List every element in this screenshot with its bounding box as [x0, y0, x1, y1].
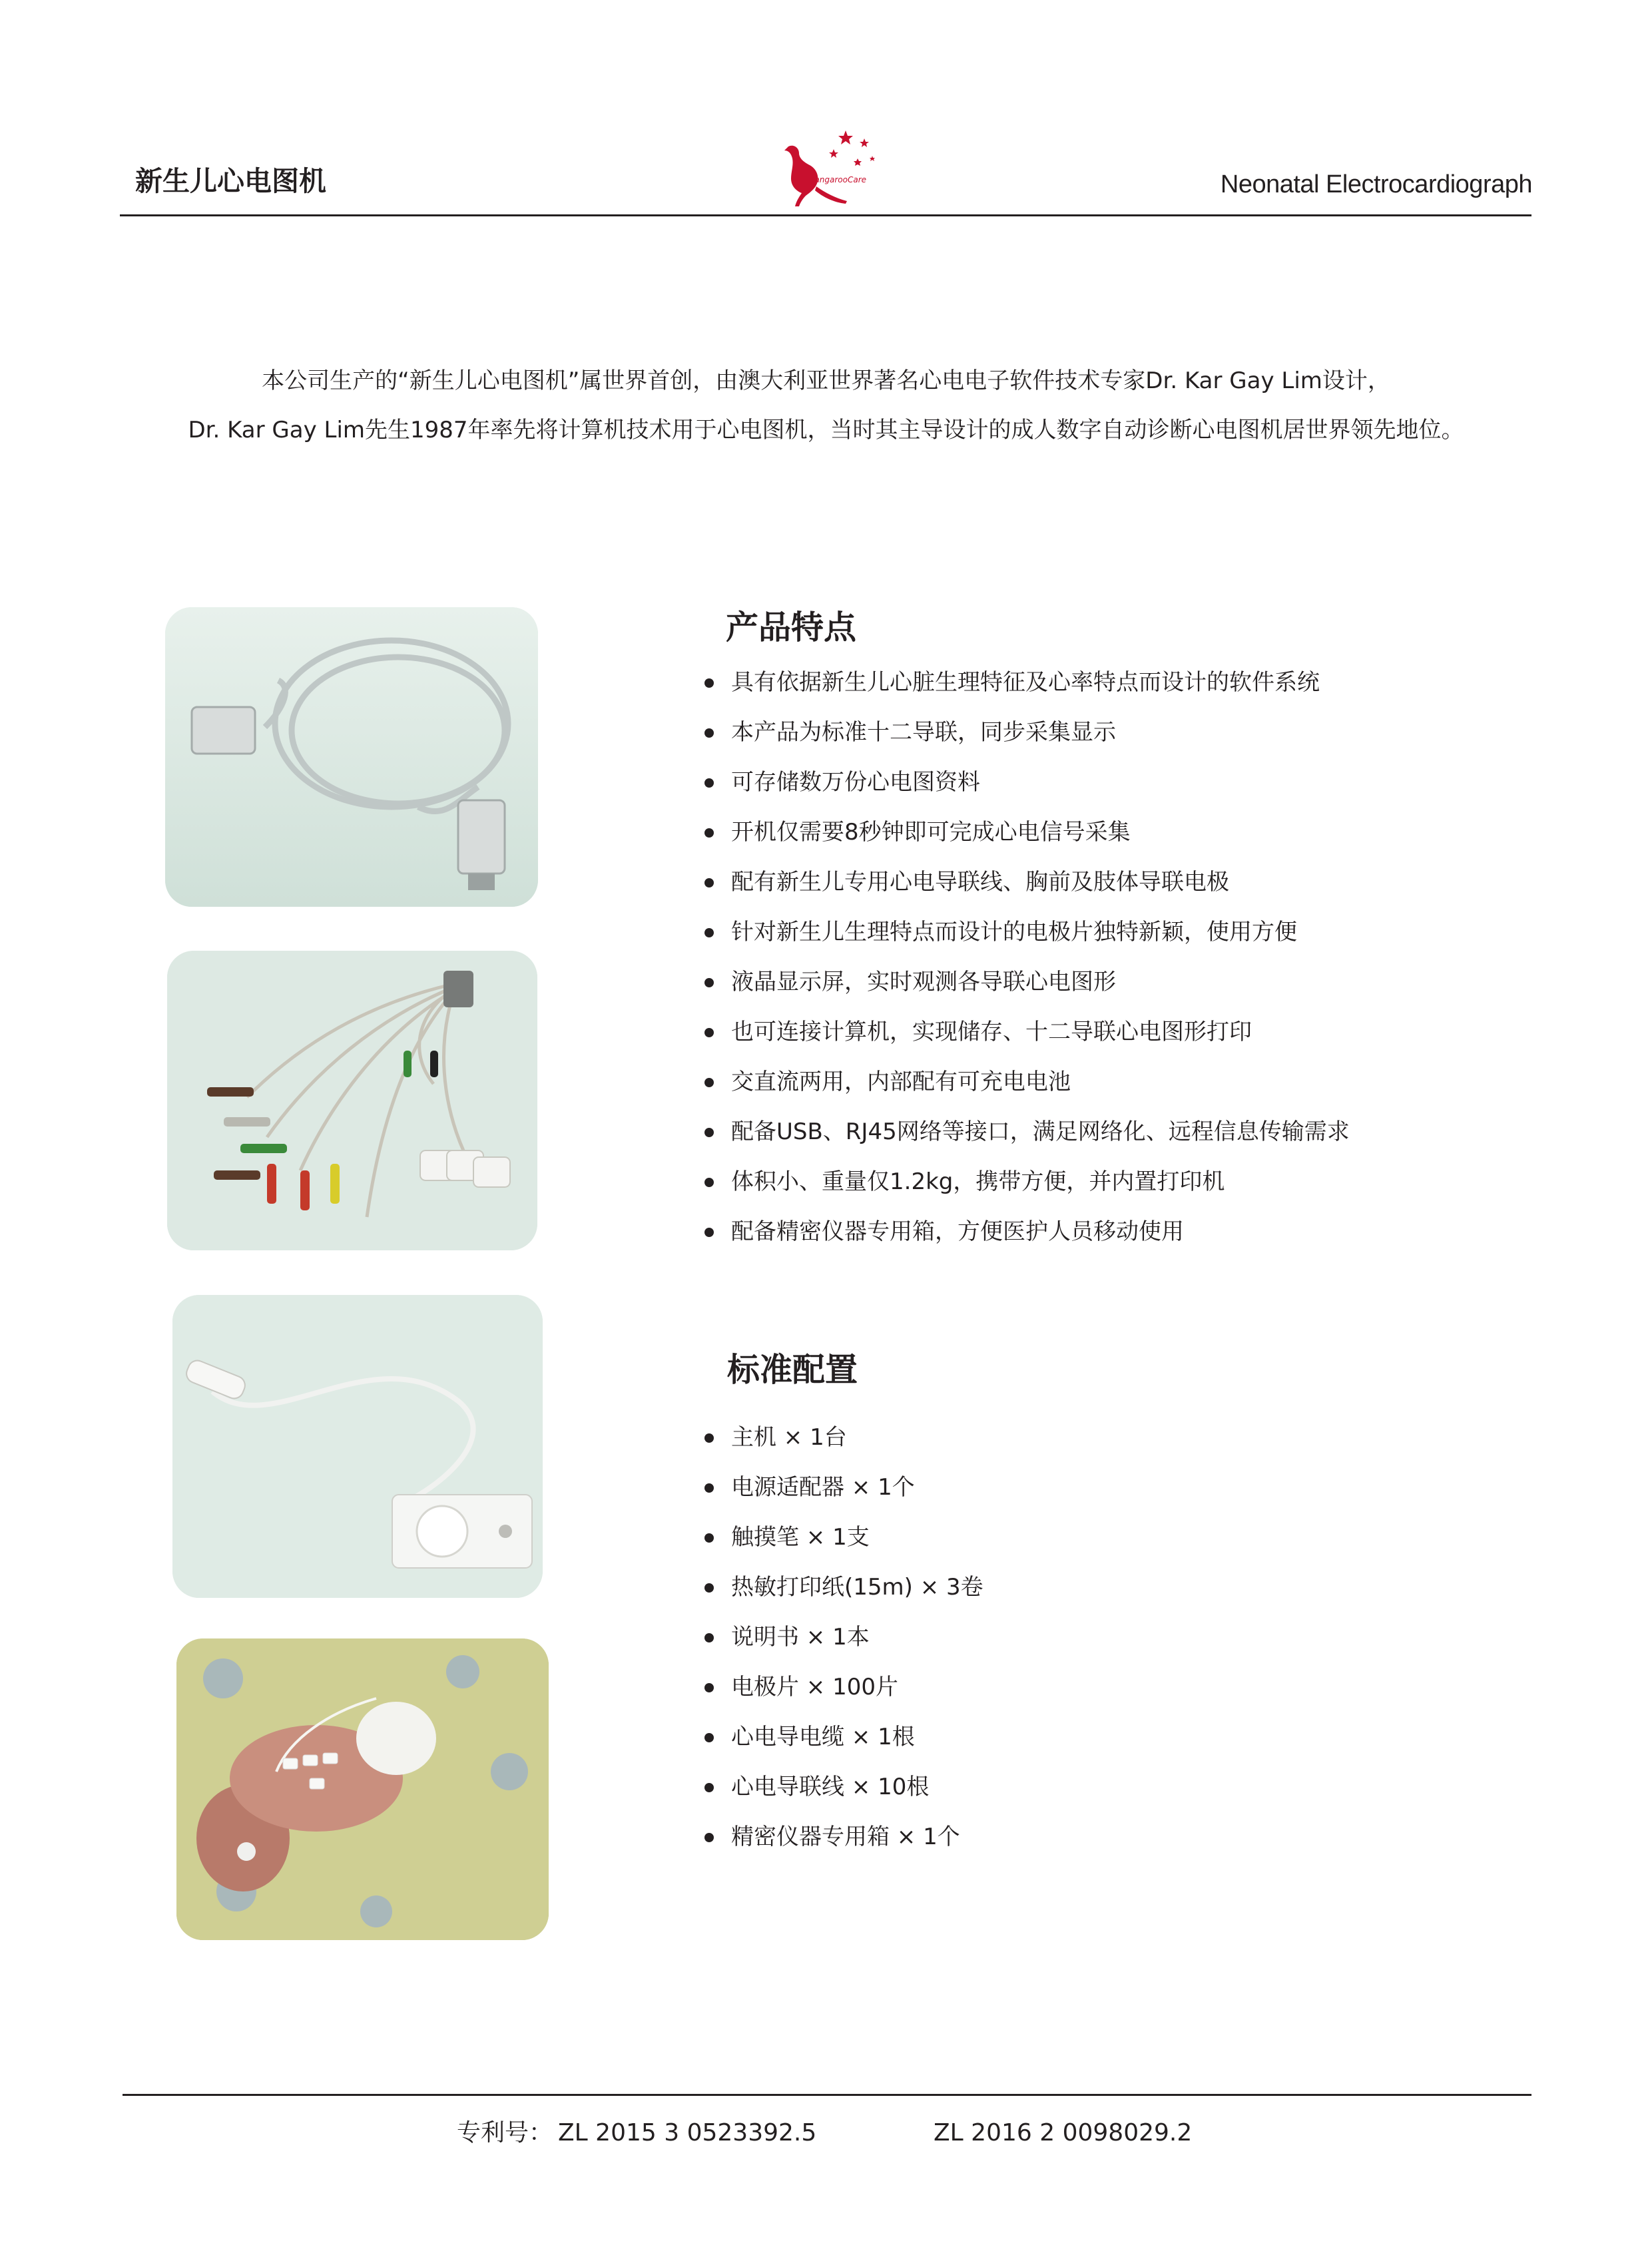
list-item: 电源适配器 × 1个: [704, 1476, 915, 1499]
features-heading: 产品特点: [726, 609, 857, 646]
list-item: 精密仪器专用箱 × 1个: [704, 1826, 960, 1848]
list-item: 开机仅需要8秒钟即可完成心电信号采集: [704, 821, 1131, 844]
list-item: 液晶显示屏，实时观测各导联心电图形: [704, 971, 1116, 993]
header-divider: [120, 214, 1531, 216]
ecg-cable-photo: [165, 607, 538, 907]
list-item: 热敏打印纸(15m) × 3卷: [704, 1576, 983, 1599]
list-item: 心电导电缆 × 1根: [704, 1726, 915, 1748]
list-item: 配备USB、RJ45网络等接口，满足网络化、远程信息传输需求: [704, 1121, 1350, 1143]
list-item: 可存储数万份心电图资料: [704, 771, 980, 794]
patent-label: 专利号：: [457, 2119, 553, 2146]
list-item: 交直流两用，内部配有可充电电池: [704, 1071, 1071, 1093]
logo-text: KangarooCare: [810, 175, 867, 184]
footer-divider: [123, 2094, 1531, 2096]
ecg-lead-wires-photo: [167, 951, 537, 1250]
patent-number-2: ZL 2016 2 0098029.2: [934, 2119, 1193, 2146]
list-item: 体积小、重量仅1.2kg，携带方便，并内置打印机: [704, 1170, 1225, 1193]
config-heading: 标准配置: [727, 1351, 858, 1389]
list-item: 触摸笔 × 1支: [704, 1526, 870, 1549]
newborn-ecg-photo: [176, 1638, 549, 1940]
page-header-subtitle: Neonatal Electrocardiograph: [1220, 170, 1532, 198]
list-item: 配有新生儿专用心电导联线、胸前及肢体导联电极: [704, 871, 1229, 893]
list-item: 说明书 × 1本: [704, 1626, 870, 1648]
intro-line-1: 本公司生产的“新生儿心电图机”属世界首创，由澳大利亚世界著名心电电子软件技术专家Dr. Kar Gay Lim设计，: [262, 368, 1390, 394]
list-item: 心电导联线 × 10根: [704, 1776, 929, 1798]
list-item: 也可连接计算机，实现储存、十二导联心电图形打印: [704, 1021, 1252, 1043]
intro-line-2: Dr. Kar Gay Lim先生1987年率先将计算机技术用于心电图机，当时其主导设计的成人数字自动诊断心电图机居世界领先地位。: [188, 417, 1464, 443]
brand-logo: [759, 124, 892, 210]
list-item: 配备精密仪器专用箱，方便医护人员移动使用: [704, 1220, 1184, 1243]
kangaroo-logo-icon: [759, 124, 892, 210]
list-item: 针对新生儿生理特点而设计的电极片独特新颖，使用方便: [704, 921, 1297, 943]
electrode-sensor-photo: [172, 1295, 543, 1598]
list-item: 主机 × 1台: [704, 1426, 847, 1449]
patent-number-1: ZL 2015 3 0523392.5: [558, 2119, 817, 2146]
list-item: 具有依据新生儿心脏生理特征及心率特点而设计的软件系统: [704, 671, 1320, 694]
list-item: 本产品为标准十二导联，同步采集显示: [704, 721, 1116, 744]
list-item: 电极片 × 100片: [704, 1676, 898, 1698]
page-header-title: 新生儿心电图机: [135, 165, 326, 197]
